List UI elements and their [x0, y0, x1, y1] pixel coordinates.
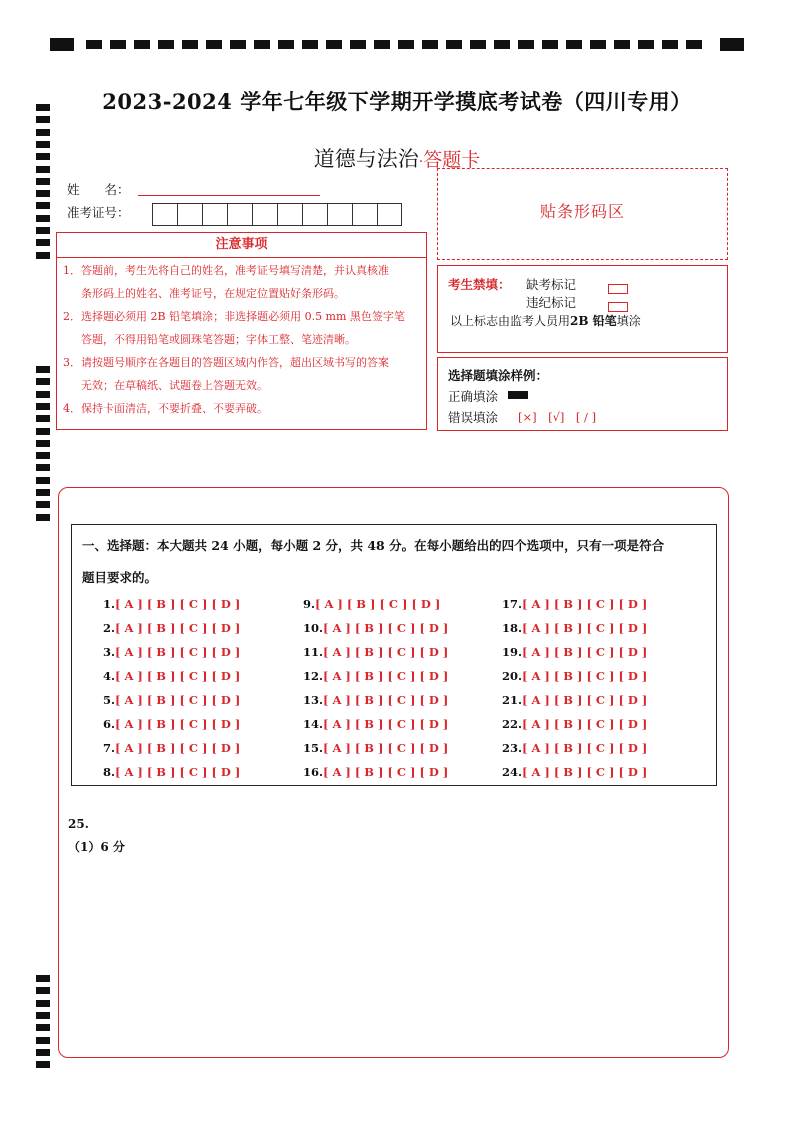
- timing-mark: [720, 38, 744, 51]
- examiner-only-title: 考生禁填：: [448, 277, 511, 292]
- mc-option-bubbles[interactable]: [ A ] [ B ] [ C ] [ D ]: [522, 645, 648, 659]
- mc-question-number: 7.: [103, 741, 116, 755]
- notice-item: 条形码上的姓名、准考证号，在规定位置贴好条形码。: [81, 287, 345, 300]
- mc-option-bubbles[interactable]: [ A ] [ B ] [ C ] [ D ]: [323, 765, 449, 779]
- timing-mark: [36, 116, 50, 123]
- barcode-area: 贴条形码区: [437, 168, 728, 260]
- timing-mark: [36, 215, 50, 222]
- mc-question-number: 4.: [103, 669, 116, 683]
- wrong-fill-examples: [×] [√] [ / ]: [518, 410, 597, 424]
- absent-mark-box[interactable]: [608, 278, 628, 297]
- timing-mark: [374, 40, 390, 49]
- mc-option-bubbles[interactable]: [ A ] [ B ] [ C ] [ D ]: [323, 741, 449, 755]
- timing-mark: [350, 40, 366, 49]
- timing-mark: [36, 366, 50, 373]
- timing-mark: [36, 202, 50, 209]
- mc-question: [303, 597, 440, 611]
- mc-question: [103, 669, 240, 683]
- note-bold: 2B 铅笔: [570, 314, 617, 328]
- timing-mark: [36, 391, 50, 398]
- id-digit-box[interactable]: [177, 203, 202, 226]
- mc-question: [303, 669, 448, 683]
- timing-mark: [36, 252, 50, 259]
- notice-item: 无效；在草稿纸、试题卷上答题无效。: [81, 379, 268, 392]
- mc-question-number: 20.: [502, 669, 523, 683]
- timing-mark: [36, 514, 50, 521]
- id-digit-box[interactable]: [152, 203, 177, 226]
- mc-question: [502, 741, 647, 755]
- question-25-number: 25.: [68, 817, 89, 831]
- mc-option-bubbles[interactable]: [ A ] [ B ] [ C ] [ D ]: [115, 669, 241, 683]
- mc-option-bubbles[interactable]: [ A ] [ B ] [ C ] [ D ]: [115, 741, 241, 755]
- mc-option-bubbles[interactable]: [ A ] [ B ] [ C ] [ D ]: [323, 717, 449, 731]
- timing-mark: [470, 40, 486, 49]
- mc-question-number: 11.: [303, 645, 324, 659]
- correct-fill-label: 正确填涂: [448, 389, 499, 404]
- timing-mark: [36, 1061, 50, 1068]
- timing-mark: [446, 40, 462, 49]
- mc-option-bubbles[interactable]: [ A ] [ B ] [ C ] [ D ]: [115, 645, 241, 659]
- id-digit-box[interactable]: [327, 203, 352, 226]
- fill-sample-title: 选择题填涂样例：: [448, 368, 549, 383]
- mc-question-number: 18.: [502, 621, 523, 635]
- mc-option-bubbles[interactable]: [ A ] [ B ] [ C ] [ D ]: [522, 765, 648, 779]
- examiner-note: [450, 312, 641, 329]
- mc-question-number: 10.: [303, 621, 324, 635]
- notice-item: 1．答题前，考生先将自己的姓名，准考证号填写清楚，并认真核准: [63, 264, 389, 277]
- timing-mark: [518, 40, 534, 49]
- timing-mark: [302, 40, 318, 49]
- timing-mark: [36, 403, 50, 410]
- mc-question: [502, 621, 647, 635]
- timing-mark: [230, 40, 246, 49]
- timing-mark: [638, 40, 654, 49]
- mc-question-number: 16.: [303, 765, 324, 779]
- violation-mark-label: 违纪标记: [526, 295, 577, 310]
- mc-question-number: 6.: [103, 717, 116, 731]
- mc-option-bubbles[interactable]: [ A ] [ B ] [ C ] [ D ]: [522, 621, 648, 635]
- timing-mark: [36, 452, 50, 459]
- mc-question: [303, 741, 448, 755]
- timing-mark: [36, 975, 50, 982]
- timing-mark: [50, 38, 74, 51]
- timing-mark: [36, 477, 50, 484]
- id-digit-box[interactable]: [252, 203, 277, 226]
- notice-item: 4．保持卡面清洁，不要折叠、不要弄破。: [63, 402, 268, 415]
- mc-question-number: 1.: [103, 597, 116, 611]
- notice-heading: 注意事项: [57, 233, 426, 258]
- mc-question: [103, 717, 240, 731]
- mc-option-bubbles[interactable]: [ A ] [ B ] [ C ] [ D ]: [522, 693, 648, 707]
- mc-question-number: 9.: [303, 597, 316, 611]
- mc-question: [303, 645, 448, 659]
- timing-mark: [206, 40, 222, 49]
- mc-option-bubbles[interactable]: [ A ] [ B ] [ C ] [ D ]: [323, 621, 449, 635]
- id-digit-box[interactable]: [277, 203, 302, 226]
- timing-mark: [36, 987, 50, 994]
- mc-option-bubbles[interactable]: [ A ] [ B ] [ C ] [ D ]: [522, 741, 648, 755]
- timing-mark: [36, 489, 50, 496]
- mc-option-bubbles[interactable]: [ A ] [ B ] [ C ] [ D ]: [115, 693, 241, 707]
- top-timing-marks: [0, 38, 794, 52]
- wrong-fill-label: 错误填涂: [448, 410, 499, 425]
- timing-mark: [36, 1024, 50, 1031]
- mc-question-number: 13.: [303, 693, 324, 707]
- mc-question-number: 12.: [303, 669, 324, 683]
- mc-question: [103, 645, 240, 659]
- mc-option-bubbles[interactable]: [ A ] [ B ] [ C ] [ D ]: [522, 717, 648, 731]
- subtitle-dot: ·: [418, 154, 424, 170]
- mc-question-number: 2.: [103, 621, 116, 635]
- notice-item: 答题，不得用铅笔或圆珠笔答题；字体工整、笔迹清晰。: [81, 333, 356, 346]
- mc-question-number: 3.: [103, 645, 116, 659]
- answer-card-label: 答题卡: [423, 149, 481, 171]
- mc-question: [303, 717, 448, 731]
- mc-question-number: 19.: [502, 645, 523, 659]
- timing-mark: [36, 440, 50, 447]
- mc-option-bubbles[interactable]: [ A ] [ B ] [ C ] [ D ]: [522, 669, 648, 683]
- mc-question: [502, 717, 647, 731]
- note-suffix: 填涂: [616, 314, 641, 328]
- mc-question-number: 24.: [502, 765, 523, 779]
- timing-mark: [614, 40, 630, 49]
- timing-mark: [278, 40, 294, 49]
- timing-mark: [36, 1000, 50, 1007]
- mc-question: [103, 693, 240, 707]
- notice-item: 3．请按题号顺序在各题目的答题区域内作答，超出区域书写的答案: [63, 356, 389, 369]
- mc-question: [303, 693, 448, 707]
- mc-option-bubbles[interactable]: [ A ] [ B ] [ C ] [ D ]: [115, 717, 241, 731]
- timing-mark: [36, 378, 50, 385]
- timing-mark: [422, 40, 438, 49]
- timing-mark: [134, 40, 150, 49]
- mc-question: [303, 765, 448, 779]
- mc-question: [502, 597, 647, 611]
- mc-question: [502, 765, 647, 779]
- timing-mark: [36, 129, 50, 136]
- id-digit-box[interactable]: [202, 203, 227, 226]
- notice-box: [56, 232, 427, 430]
- timing-mark: [254, 40, 270, 49]
- timing-mark: [36, 178, 50, 185]
- mc-option-bubbles[interactable]: [ A ] [ B ] [ C ] [ D ]: [115, 621, 241, 635]
- timing-mark: [36, 1012, 50, 1019]
- mc-option-bubbles[interactable]: [ A ] [ B ] [ C ] [ D ]: [315, 597, 441, 611]
- fill-sample-box: [437, 357, 728, 431]
- id-digit-box[interactable]: [377, 203, 402, 226]
- exam-title: 2023-2024 学年七年级下学期开学摸底考试卷（四川专用）: [102, 89, 692, 114]
- mc-question: [502, 645, 647, 659]
- subject-name: 道德与法治: [313, 147, 419, 171]
- mc-question-number: 21.: [502, 693, 523, 707]
- exam-id-boxes[interactable]: [152, 203, 402, 226]
- timing-mark: [36, 239, 50, 246]
- mc-question-number: 23.: [502, 741, 523, 755]
- timing-mark: [398, 40, 414, 49]
- mc-question: [103, 621, 240, 635]
- mc-option-bubbles[interactable]: [ A ] [ B ] [ C ] [ D ]: [522, 597, 648, 611]
- mc-option-bubbles[interactable]: [ A ] [ B ] [ C ] [ D ]: [115, 765, 241, 779]
- mc-question: [103, 765, 240, 779]
- mc-question-number: 17.: [502, 597, 523, 611]
- name-label: 姓 名：: [67, 182, 130, 197]
- mc-question: [103, 741, 240, 755]
- notice-item: 2．选择题必须用 2B 铅笔填涂；非选择题必须用 0.5 mm 黑色签字笔: [63, 310, 405, 323]
- mc-question-number: 5.: [103, 693, 116, 707]
- exam-id-label: 准考证号：: [67, 205, 130, 220]
- timing-mark: [326, 40, 342, 49]
- timing-mark: [110, 40, 126, 49]
- timing-mark: [542, 40, 558, 49]
- mc-option-bubbles[interactable]: [ A ] [ B ] [ C ] [ D ]: [323, 645, 449, 659]
- timing-mark: [566, 40, 582, 49]
- multiple-choice-section: [71, 524, 717, 786]
- mc-heading-line1: 一、选择题：本大题共 24 小题，每小题 2 分，共 48 分。在每小题给出的四个选项中，只有一项是符合: [82, 538, 665, 553]
- timing-mark: [36, 1049, 50, 1056]
- mc-question: [103, 597, 240, 611]
- mc-question-number: 15.: [303, 741, 324, 755]
- mc-question-number: 8.: [103, 765, 116, 779]
- correct-fill-example: [508, 391, 528, 399]
- timing-mark: [36, 415, 50, 422]
- mc-question: [502, 669, 647, 683]
- mc-heading-line2: 题目要求的。: [82, 570, 158, 585]
- mc-question-number: 22.: [502, 717, 523, 731]
- timing-mark: [36, 501, 50, 508]
- timing-mark: [590, 40, 606, 49]
- name-field[interactable]: [138, 194, 320, 196]
- mc-option-bubbles[interactable]: [ A ] [ B ] [ C ] [ D ]: [323, 693, 449, 707]
- mc-question: [303, 621, 448, 635]
- mc-option-bubbles[interactable]: [ A ] [ B ] [ C ] [ D ]: [323, 669, 449, 683]
- mc-question-number: 14.: [303, 717, 324, 731]
- mc-option-bubbles[interactable]: [ A ] [ B ] [ C ] [ D ]: [115, 597, 241, 611]
- timing-mark: [662, 40, 678, 49]
- timing-mark: [36, 1037, 50, 1044]
- mc-question: [502, 693, 647, 707]
- timing-mark: [158, 40, 174, 49]
- note-prefix: 以上标志由监考人员用: [450, 314, 571, 328]
- timing-mark: [36, 190, 50, 197]
- timing-mark: [494, 40, 510, 49]
- id-digit-box[interactable]: [227, 203, 252, 226]
- timing-mark: [182, 40, 198, 49]
- examiner-only-box: [437, 265, 728, 353]
- id-digit-box[interactable]: [352, 203, 377, 226]
- timing-mark: [686, 40, 702, 49]
- timing-mark: [36, 428, 50, 435]
- question-25-part1: （1）6 分: [68, 840, 125, 854]
- timing-mark: [86, 40, 102, 49]
- id-digit-box[interactable]: [302, 203, 327, 226]
- timing-mark: [36, 227, 50, 234]
- absent-mark-label: 缺考标记: [526, 277, 577, 292]
- timing-mark: [36, 464, 50, 471]
